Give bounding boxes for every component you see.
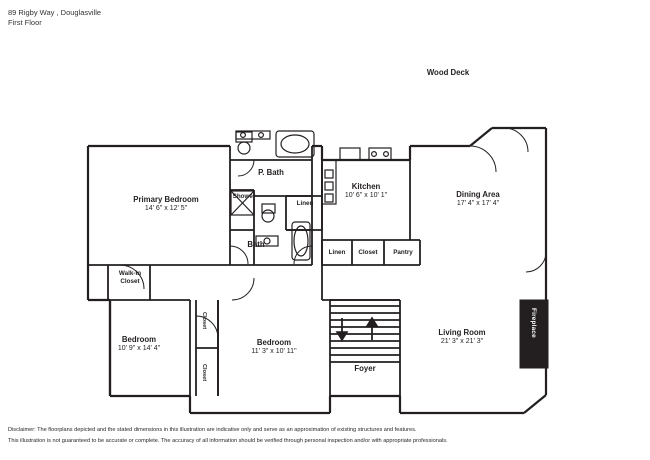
room-name: Linen [328,249,346,256]
room-label-pantry [386,249,420,257]
room-dimensions: 17' 4" x 17' 4" [456,199,500,207]
room-name: Kitchen [351,182,381,191]
room-dimensions: 10' 9" x 14' 4" [117,344,161,352]
room-label-closet-mid [352,249,384,257]
room-name: Closet [358,249,378,256]
room-dimensions: 14' 6" x 12' 5" [144,204,188,212]
room-name: Shower [232,193,256,200]
room-label-walkin-closet [104,270,156,286]
floor-label: First Floor [8,18,42,28]
room-name: Primary Bedroom [133,195,199,204]
room-label-bedroom-2 [84,335,194,353]
room-label-dining-area [412,190,544,208]
room-label-p-bath [230,168,312,178]
room-name-2: Closet [120,277,140,285]
wood-deck-label [398,68,498,78]
room-name: Dining Area [456,190,500,199]
room-name: Bath [247,240,265,249]
room-dimensions: 11' 3" x 10' 11" [251,347,297,355]
room-label-living-room [404,328,520,346]
room-name: Pantry [393,249,413,256]
room-label-shower [224,193,264,201]
room-name: Closet [200,312,207,330]
room-name: Walk-In [118,270,142,277]
room-label-kitchen [322,182,410,200]
disclaimer-line-2: This illustration is not guaranteed to be accurate or complete. The accuracy of all information should be verified through personal inspection and/or with appropriate professionals. [8,437,448,444]
room-name: Bedroom [121,335,157,344]
room-name: Closet [200,364,207,382]
room-label-linen-upper [289,200,321,208]
room-label-linen-lower [321,249,353,257]
room-label-bath [228,240,284,250]
disclaimer [8,425,568,446]
room-label-closet-left-lower [200,352,207,394]
room-name: Wood Deck [426,68,470,77]
room-name: Living Room [438,328,486,337]
room-label-primary-bedroom [86,195,246,213]
room-name: Bedroom [256,338,292,347]
room-dimensions: 10' 6" x 10' 1" [344,191,388,199]
room-name: P. Bath [258,168,284,177]
room-dimensions: 21' 3" x 21' 3" [440,337,484,345]
room-label-foyer [330,364,400,374]
property-address: 89 Rigby Way , Douglasville [8,8,102,17]
room-name: Linen [296,200,314,207]
room-label-bedroom-3 [218,338,330,356]
room-label-closet-left-upper [200,300,207,342]
fireplace-label: Fireplace [530,308,537,338]
disclaimer-line-1: Disclaimer: The floorplans depicted and the stated dimensions in this illustration are indicative only and serve as an approximation of existing structures and features. [8,427,417,433]
room-name: Foyer [354,364,376,373]
